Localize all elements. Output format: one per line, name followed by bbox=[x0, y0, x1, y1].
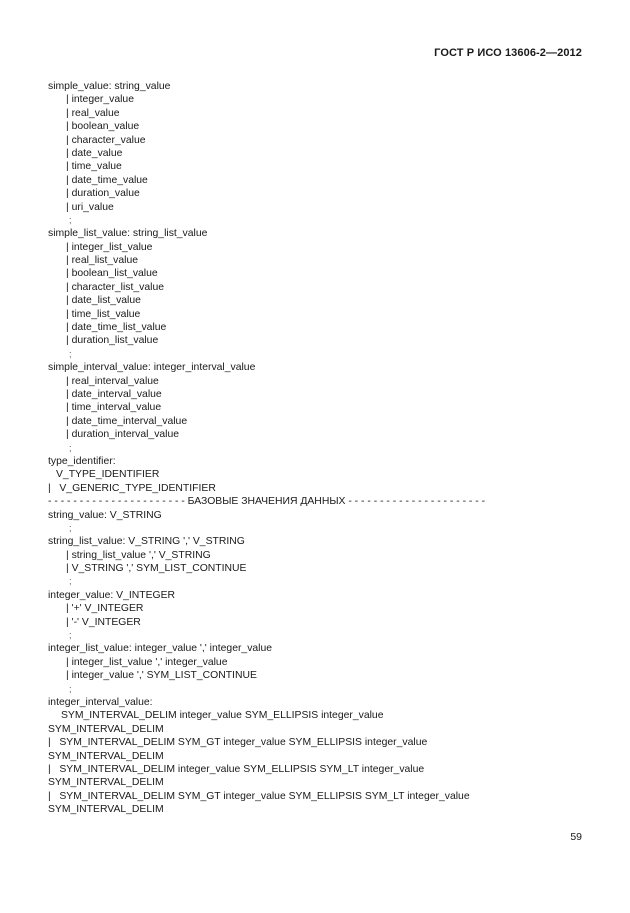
rule-alternative: | time_list_value bbox=[66, 308, 141, 320]
rule-alternative: | V_GENERIC_TYPE_IDENTIFIER bbox=[48, 482, 216, 494]
rule-head: type_identifier: bbox=[48, 455, 116, 467]
rule-alternative: | integer_value bbox=[66, 94, 134, 106]
rule-alternative: | real_value bbox=[66, 107, 120, 119]
grammar-listing bbox=[48, 80, 608, 816]
rule-alternative: | character_value bbox=[66, 134, 146, 146]
rule-alternative: | '-' V_INTEGER bbox=[66, 616, 141, 628]
rule-alternative: SYM_INTERVAL_DELIM integer_value SYM_ELLIPSIS integer_value bbox=[61, 710, 384, 722]
rule-terminator: ; bbox=[69, 348, 72, 359]
rule-alternative: | date_time_list_value bbox=[66, 322, 167, 334]
rule-alternative: | duration_interval_value bbox=[66, 429, 180, 441]
rule-head: string_value: V_STRING bbox=[48, 509, 162, 521]
rule-alternative: | boolean_list_value bbox=[66, 268, 158, 280]
rule-continuation: SYM_INTERVAL_DELIM bbox=[48, 750, 164, 762]
rule-head: integer_list_value: integer_value ',' integer_value bbox=[48, 643, 273, 655]
rule-alternative: | integer_list_value ',' integer_value bbox=[66, 656, 228, 668]
rule-alternative: | SYM_INTERVAL_DELIM integer_value SYM_ELLIPSIS SYM_LT integer_value bbox=[48, 763, 425, 775]
rule-alternative: | duration_list_value bbox=[66, 335, 159, 347]
rule-alternative: | date_time_value bbox=[66, 174, 148, 186]
rule-continuation: SYM_INTERVAL_DELIM bbox=[48, 723, 164, 735]
rule-head: integer_value: V_INTEGER bbox=[48, 589, 176, 601]
rule-head: simple_list_value: string_list_value bbox=[48, 228, 208, 240]
rule-alternative: V_TYPE_IDENTIFIER bbox=[56, 469, 160, 481]
rule-terminator: ; bbox=[69, 576, 72, 587]
rule-alternative: | string_list_value ',' V_STRING bbox=[66, 549, 211, 561]
document-header: ГОСТ Р ИСО 13606-2—2012 bbox=[434, 47, 582, 59]
rule-continuation: SYM_INTERVAL_DELIM bbox=[48, 804, 164, 816]
rule-terminator: ; bbox=[69, 630, 72, 641]
rule-alternative: | duration_value bbox=[66, 188, 140, 200]
rule-alternative: | time_interval_value bbox=[66, 402, 162, 414]
rule-alternative: | date_time_interval_value bbox=[66, 415, 188, 427]
rule-alternative: | real_list_value bbox=[66, 255, 139, 267]
rule-alternative: | uri_value bbox=[66, 201, 114, 213]
rule-alternative: | integer_value ',' SYM_LIST_CONTINUE bbox=[66, 670, 257, 682]
rule-alternative: | real_interval_value bbox=[66, 375, 159, 387]
rule-alternative: | date_list_value bbox=[66, 295, 141, 307]
rule-terminator: ; bbox=[69, 442, 72, 453]
rule-head: string_list_value: V_STRING ',' V_STRING bbox=[48, 536, 245, 548]
rule-terminator: ; bbox=[69, 683, 72, 694]
section-separator: - - - - - - - - - - - - - - - - - - - - - - БАЗОВЫЕ ЗНАЧЕНИЯ ДАННЫХ - - - - - - - - - - - - - - - - - - - - - - bbox=[48, 496, 486, 508]
rule-head: simple_value: string_value bbox=[48, 81, 171, 92]
rule-alternative: | '+' V_INTEGER bbox=[66, 603, 144, 615]
rule-head: simple_interval_value: integer_interval_value bbox=[48, 362, 256, 374]
rule-alternative: | date_value bbox=[66, 147, 123, 159]
rule-alternative: | integer_list_value bbox=[66, 241, 153, 253]
page-number: 59 bbox=[570, 831, 582, 843]
rule-terminator: ; bbox=[69, 522, 72, 533]
rule-alternative: | character_list_value bbox=[66, 281, 164, 293]
rule-alternative: | time_value bbox=[66, 161, 122, 173]
rule-alternative: | V_STRING ',' SYM_LIST_CONTINUE bbox=[66, 563, 247, 575]
rule-alternative: | SYM_INTERVAL_DELIM SYM_GT integer_value SYM_ELLIPSIS SYM_LT integer_value bbox=[48, 790, 470, 802]
rule-alternative: | date_interval_value bbox=[66, 388, 162, 400]
rule-alternative: | boolean_value bbox=[66, 121, 140, 133]
rule-head: integer_interval_value: bbox=[48, 696, 153, 708]
rule-alternative: | SYM_INTERVAL_DELIM SYM_GT integer_value SYM_ELLIPSIS integer_value bbox=[48, 737, 428, 749]
rule-continuation: SYM_INTERVAL_DELIM bbox=[48, 777, 164, 789]
rule-terminator: ; bbox=[69, 214, 72, 225]
